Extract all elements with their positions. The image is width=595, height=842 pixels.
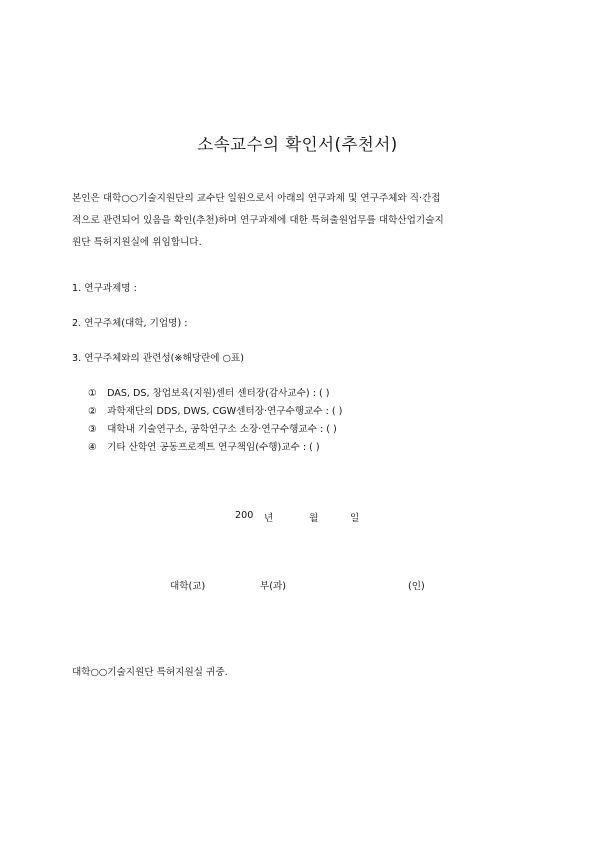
item-research-title: 1. 연구과제명 : [72, 283, 137, 294]
option-number: ② [88, 406, 97, 417]
relationship-option [88, 439, 320, 453]
intro-line: 본인은 대학○○기술지원단의 교수단 일원으로서 아래의 연구과제 및 연구주체와 직·간접 [72, 193, 441, 204]
signature-dept: 부(과) [260, 581, 287, 592]
document-title: 소속교수의 확인서(추천서) [197, 135, 398, 154]
date-year-unit: 년 [264, 513, 274, 524]
relationship-option [88, 403, 342, 417]
intro-paragraph [72, 188, 532, 254]
intro-line: 적으로 관련되어 있음을 확인(추천)하며 연구과제에 대한 특허출원업무를 대학산업기술지 [72, 215, 444, 226]
option-number: ③ [88, 424, 97, 435]
option-text: 기타 산학연 공동프로젝트 연구책임(수행)교수 : ( ) [107, 442, 320, 453]
date-year: 200 [235, 510, 254, 521]
relationship-option [88, 385, 330, 399]
date-day-unit: 일 [350, 513, 360, 524]
document-footer: 대학○○기술지원단 특허지원실 귀중. [72, 667, 228, 678]
option-text: 대학내 기술연구소, 공학연구소 소장·연구수행교수 : ( ) [107, 424, 337, 435]
relationship-option [88, 421, 337, 435]
option-number: ④ [88, 442, 97, 453]
intro-line: 원단 특허지원실에 위임합니다. [72, 237, 202, 248]
date-month-unit: 월 [309, 513, 319, 524]
item-relationship: 3. 연구주체와의 관련성(※해당란에 ○표) [72, 353, 244, 364]
item-research-entity: 2. 연구주체(대학, 기업명) : [72, 318, 188, 329]
option-number: ① [88, 388, 97, 399]
signature-seal: (인) [408, 581, 425, 592]
signature-school: 대학(교) [170, 581, 206, 592]
option-text: 과학재단의 DDS, DWS, CGW센터장·연구수행교수 : ( ) [107, 406, 343, 417]
option-text: DAS, DS, 창업보육(지원)센터 센터장(감사교수) : ( ) [107, 388, 330, 399]
